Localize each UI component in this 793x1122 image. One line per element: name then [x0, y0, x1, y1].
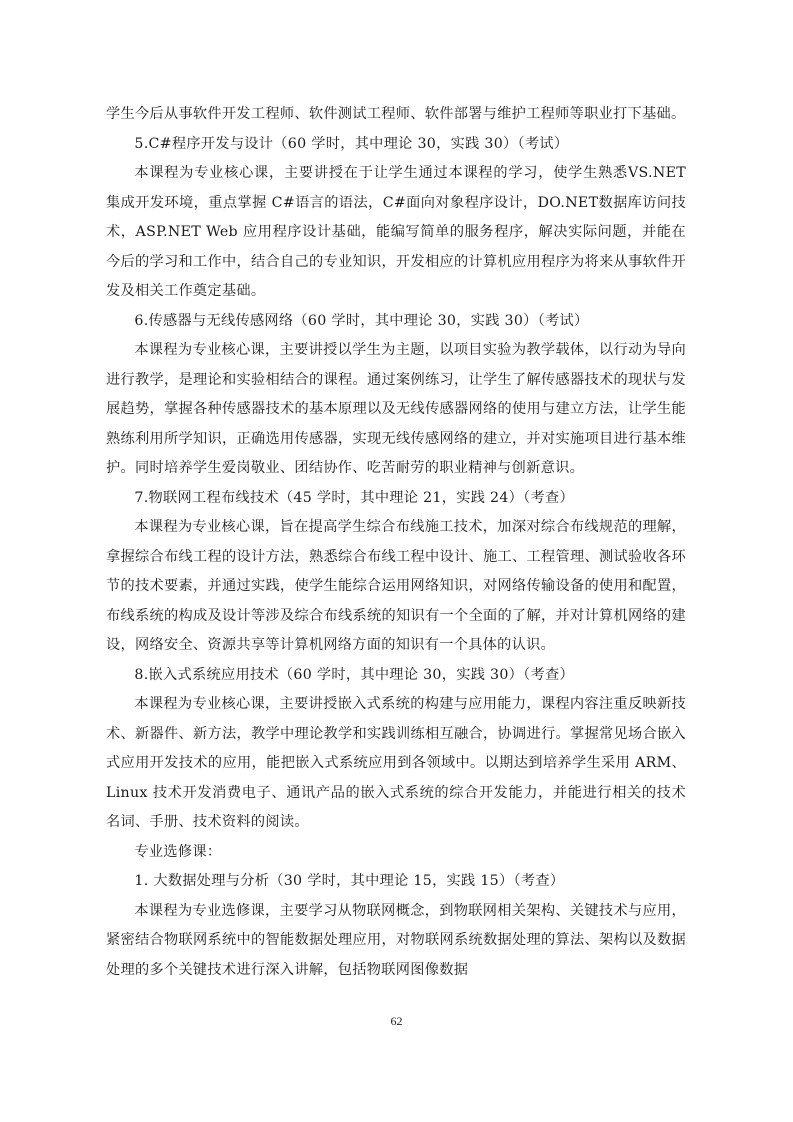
course-description-sensor: 本课程为专业核心课，主要讲授以学生为主题，以项目实验为教学载体，以行动为导向进行教学，是理论和实验相结合的课程。通过案例练习，让学生了解传感器技术的现状与发展趋势，掌握各种传感器技术的基本原理以及无线传感器网络的使用与建立方法，让学生能熟练利用所学知识，正确选用传感器，实现无线传感网络的建立，并对实施项目进行基本维护。同时培养学生爱岗敬业、团结协作、吃苦耐劳的职业精神与创新意识。	[106, 342, 686, 476]
course-heading-bigdata: 1. 大数据处理与分析（30 学时，其中理论 15，实践 15）（考查）	[134, 873, 565, 889]
course-description-bigdata: 本课程为专业选修课，主要学习从物联网概念，到物联网相关架构、关键技术与应用，紧密结合物联网系统中的智能数据处理应用，对物联网系统数据处理的算法、架构以及数据处理的多个关键技术进行深入讲解，包括物联网图像数据	[106, 902, 686, 978]
course-heading-csharp: 5.C#程序开发与设计（60 学时，其中理论 30，实践 30）（考试）	[134, 135, 569, 152]
section-heading-electives: 专业选修课：	[134, 843, 222, 860]
paragraph-continued: 学生今后从事软件开发工程师、软件测试工程师、软件部署与维护工程师等职业打下基础。	[106, 106, 686, 122]
course-heading-sensor: 6.传感器与无线传感网络（60 学时，其中理论 30，实践 30）（考试）	[134, 312, 589, 329]
page-number: 62	[390, 1014, 403, 1028]
course-description-embedded: 本课程为专业核心课，主要讲授嵌入式系统的构建与应用能力，课程内容注重反映新技术、新器件、新方法，教学中理论教学和实践训练相互融合，协调进行。掌握常见场合嵌入式应用开发技术的应用，能把嵌入式系统应用到各领域中。以期达到培养学生采用 ARM、Linux 技术开发消费电子、通讯产品的嵌入式系统的综合开发能力，并能进行相关的技术名词、手册、技术资料的阅读。	[106, 696, 686, 830]
course-description-cabling: 本课程为专业核心课，旨在提高学生综合布线施工技术，加深对综合布线规范的理解，拿握综合布线工程的设计方法，熟悉综合布线工程中设计、施工、工程管理、测试验收各环节的技术要素，并通过实践，使学生能综合运用网络知识，对网络传输设备的使用和配置，布线系统的构成及设计等涉及综合布线系统的知识有一个全面的了解，并对计算机网络的建设，网络安全、资源共享等计算机网络方面的知识有一个具体的认识。	[106, 519, 686, 653]
course-heading-embedded: 8.嵌入式系统应用技术（60 学时，其中理论 30，实践 30）（考查）	[134, 666, 575, 683]
course-heading-cabling: 7.物联网工程布线技术（45 学时，其中理论 21，实践 24）（考查）	[134, 489, 575, 506]
document-body	[106, 100, 686, 985]
course-description-csharp: 本课程为专业核心课，主要讲授在于让学生通过本课程的学习，使学生熟悉VS.NET 集成开发环境，重点掌握 C#语言的语法，C#面向对象程序设计，DO.NET数据库访问技术，ASP.NET Web 应用程序设计基础，能编写简单的服务程序，解决实际问题，并能在今后的学习和工作中，结合自己的专业知识，开发相应的计算机应用程序为将来从事软件开发及相关工作奠定基础。	[106, 165, 686, 299]
